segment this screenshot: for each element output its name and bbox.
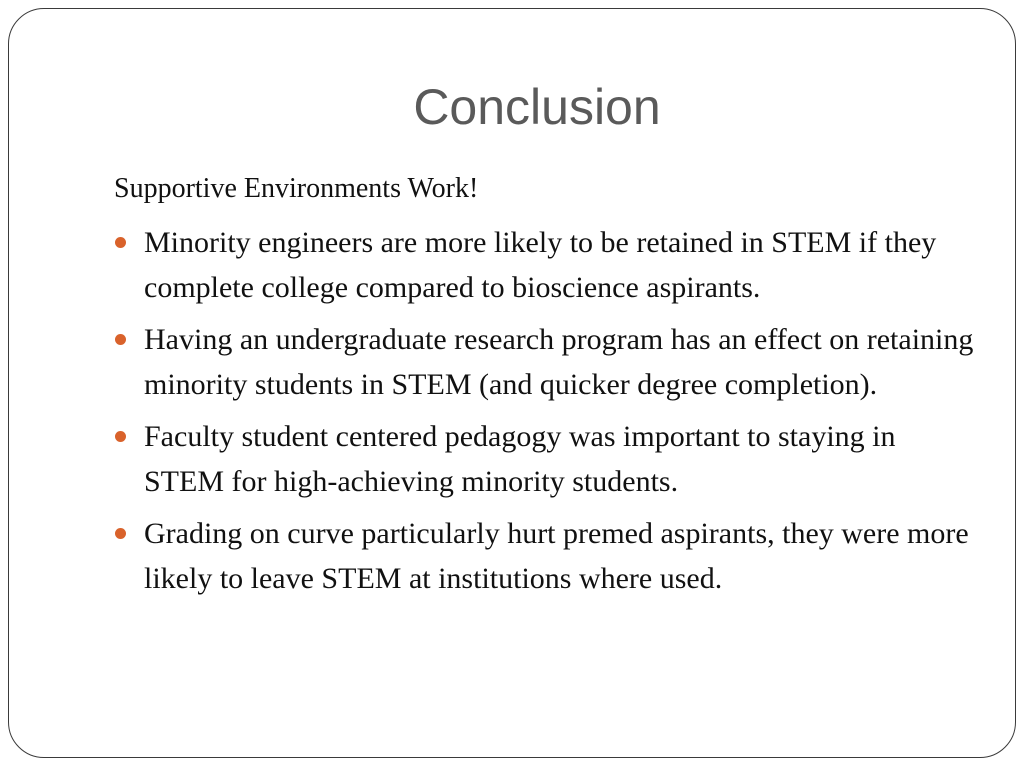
bullet-text: Faculty student centered pedagogy was important to staying in STEM for high-achieving minority students.: [144, 420, 896, 498]
bullet-item: [114, 414, 974, 504]
bullet-item: [114, 511, 974, 601]
bullet-list: [114, 220, 974, 601]
bullet-dot-icon: [115, 528, 126, 539]
bullet-item: [114, 317, 974, 407]
bullet-text: Grading on curve particularly hurt premed aspirants, they were more likely to leave STEM at institutions where used.: [144, 517, 969, 595]
slide-subtitle: Supportive Environments Work!: [114, 173, 479, 204]
bullet-dot-icon: [115, 431, 126, 442]
bullet-dot-icon: [115, 237, 126, 248]
slide-content: [114, 170, 974, 608]
slide-title: Conclusion: [413, 79, 661, 135]
bullet-text: Minority engineers are more likely to be retained in STEM if they complete college compared to bioscience aspirants.: [144, 226, 937, 304]
bullet-item: [114, 220, 974, 310]
bullet-dot-icon: [115, 334, 126, 345]
bullet-text: Having an undergraduate research program has an effect on retaining minority students in STEM (and quicker degree completion).: [144, 323, 974, 401]
